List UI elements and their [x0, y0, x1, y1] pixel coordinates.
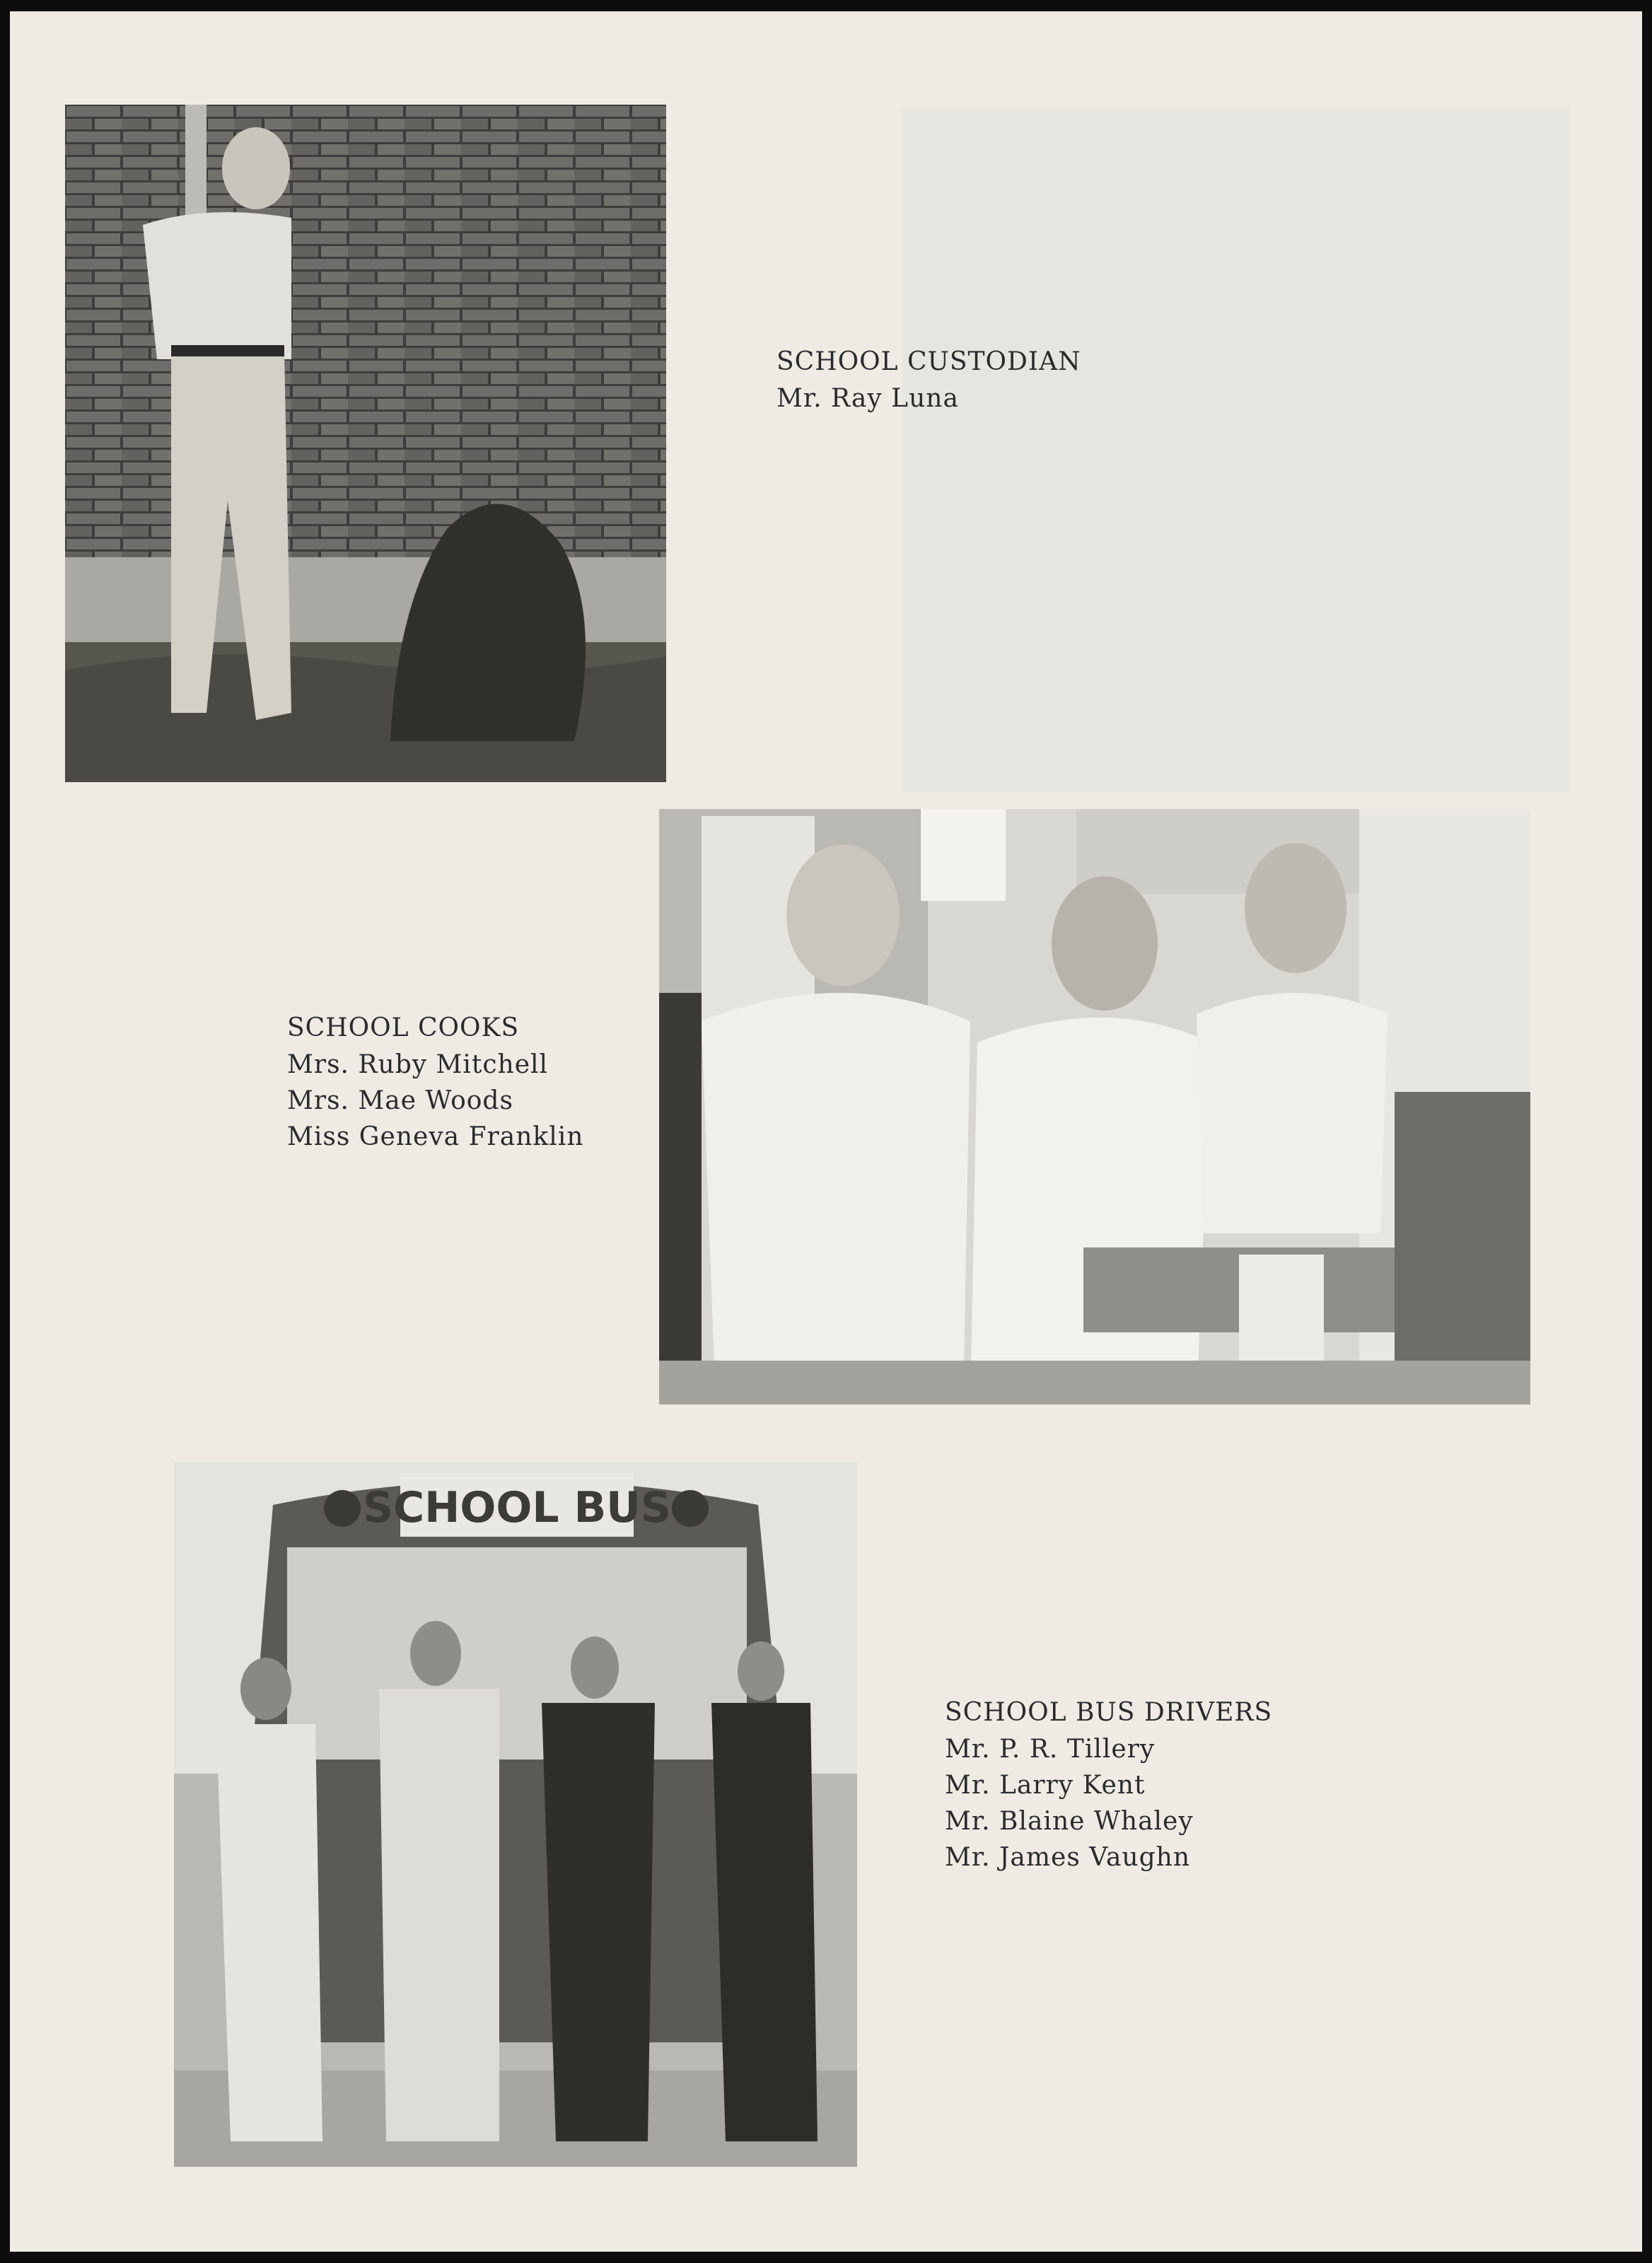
driver-name: Mr. Larry Kent	[945, 1771, 1146, 1800]
cook-name: Mrs. Ruby Mitchell	[287, 1050, 549, 1079]
cooks-heading: SCHOOL COOKS	[287, 1013, 520, 1042]
drivers-heading: SCHOOL BUS DRIVERS	[945, 1698, 1273, 1727]
bus-sign-text: SCHOOL BUS	[362, 1483, 672, 1532]
driver-name: Mr. Blaine Whaley	[945, 1807, 1194, 1836]
cooks-caption	[287, 1010, 583, 1155]
show-through-panel	[902, 107, 1570, 792]
yearbook-page	[10, 11, 1642, 2252]
custodian-name: Mr. Ray Luna	[776, 384, 959, 413]
custodian-photo	[65, 105, 666, 782]
drivers-caption	[945, 1694, 1272, 1875]
driver-name: Mr. James Vaughn	[945, 1843, 1191, 1872]
custodian-caption	[776, 344, 1081, 417]
cook-name: Miss Geneva Franklin	[287, 1122, 584, 1151]
custodian-heading: SCHOOL CUSTODIAN	[776, 347, 1081, 376]
driver-name: Mr. P. R. Tillery	[945, 1735, 1156, 1764]
cook-name: Mrs. Mae Woods	[287, 1086, 513, 1115]
bus-drivers-photo	[174, 1462, 857, 2167]
cooks-photo	[659, 809, 1530, 1404]
